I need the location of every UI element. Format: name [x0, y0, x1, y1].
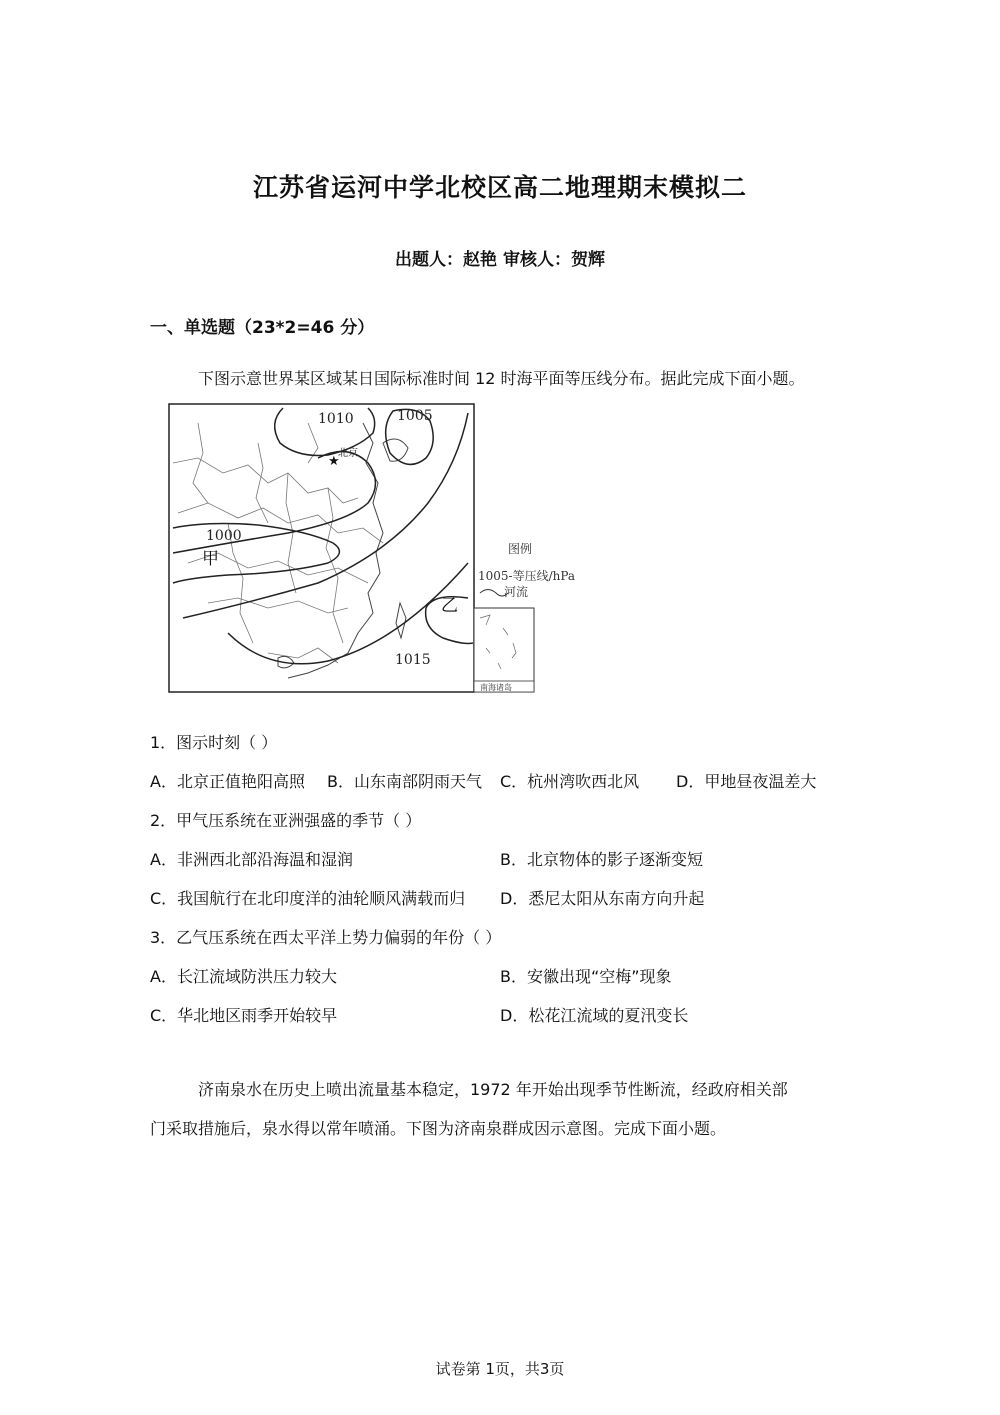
area-label-jia: 甲 — [202, 549, 219, 569]
taiwan — [396, 603, 406, 638]
q2-option-d: D．悉尼太阳从东南方向升起 — [500, 889, 705, 908]
area-label-yi: 乙 — [441, 596, 458, 616]
authors-line: 出题人：赵艳 审核人：贺辉 — [395, 250, 605, 270]
admin-borders — [173, 423, 383, 663]
page-footer: 试卷第 1页，共3页 — [435, 1360, 565, 1378]
page-title: 江苏省运河中学北校区高二地理期末模拟二 — [252, 173, 747, 202]
isobar-label: 1000 — [206, 528, 242, 544]
q3-option-b: B．安徽出现“空梅”现象 — [500, 967, 672, 986]
legend-title: 图例 — [508, 542, 533, 556]
q3-option-c: C．华北地区雨季开始较早 — [150, 1006, 338, 1025]
q1-option-a: A．北京正值艳阳高照 — [150, 772, 305, 791]
section-heading: 一、单选题（23*2=46 分） — [150, 318, 375, 338]
inset-label: 南海诸岛 — [480, 683, 512, 692]
isobar-label: 1015 — [395, 652, 431, 668]
q1-option-b: B．山东南部阴雨天气 — [327, 772, 482, 791]
q3-option-a: A．长江流域防洪压力较大 — [150, 967, 337, 986]
isobar-label: 1005 — [397, 408, 433, 424]
map-frame — [169, 404, 474, 692]
q1-option-d: D．甲地昼夜温差大 — [676, 772, 817, 791]
isobar-b — [183, 413, 468, 618]
q3-option-d: D．松花江流域的夏汛变长 — [500, 1006, 689, 1025]
legend-river: 河流 — [504, 585, 529, 599]
passage-1: 下图示意世界某区域某日国际标准时间 12 时海平面等压线分布。据此完成下面小题。 — [198, 369, 805, 388]
inset-frame — [474, 608, 534, 692]
isobar-label: 1010 — [318, 411, 354, 427]
question-1-stem: 1．图示时刻（ ） — [150, 733, 278, 752]
isobar-map — [168, 403, 576, 695]
q2-option-a: A．非洲西北部沿海温和湿润 — [150, 850, 353, 869]
passage-2-line-1: 济南泉水在历史上喷出流量基本稳定，1972 年开始出现季节性断流，经政府相关部 — [198, 1080, 788, 1099]
legend-isobar: 1005-等压线/hPa — [478, 569, 576, 583]
q1-option-c: C．杭州湾吹西北风 — [500, 772, 640, 791]
q2-option-b: B．北京物体的影子逐渐变短 — [500, 850, 703, 869]
isobar-1000 — [173, 524, 339, 583]
beijing-star-icon: ★ — [328, 454, 340, 469]
isobar-c — [228, 563, 468, 664]
passage-2-line-2: 门采取措施后，泉水得以常年喷涌。下图为济南泉群成因示意图。完成下面小题。 — [150, 1119, 727, 1138]
q2-option-c: C．我国航行在北印度洋的油轮顺风满载而归 — [150, 889, 466, 908]
question-3-stem: 3．乙气压系统在西太平洋上势力偏弱的年份（ ） — [150, 928, 502, 947]
city-label: 北京 — [338, 448, 358, 459]
question-2-stem: 2．甲气压系统在亚洲强盛的季节（ ） — [150, 811, 422, 830]
